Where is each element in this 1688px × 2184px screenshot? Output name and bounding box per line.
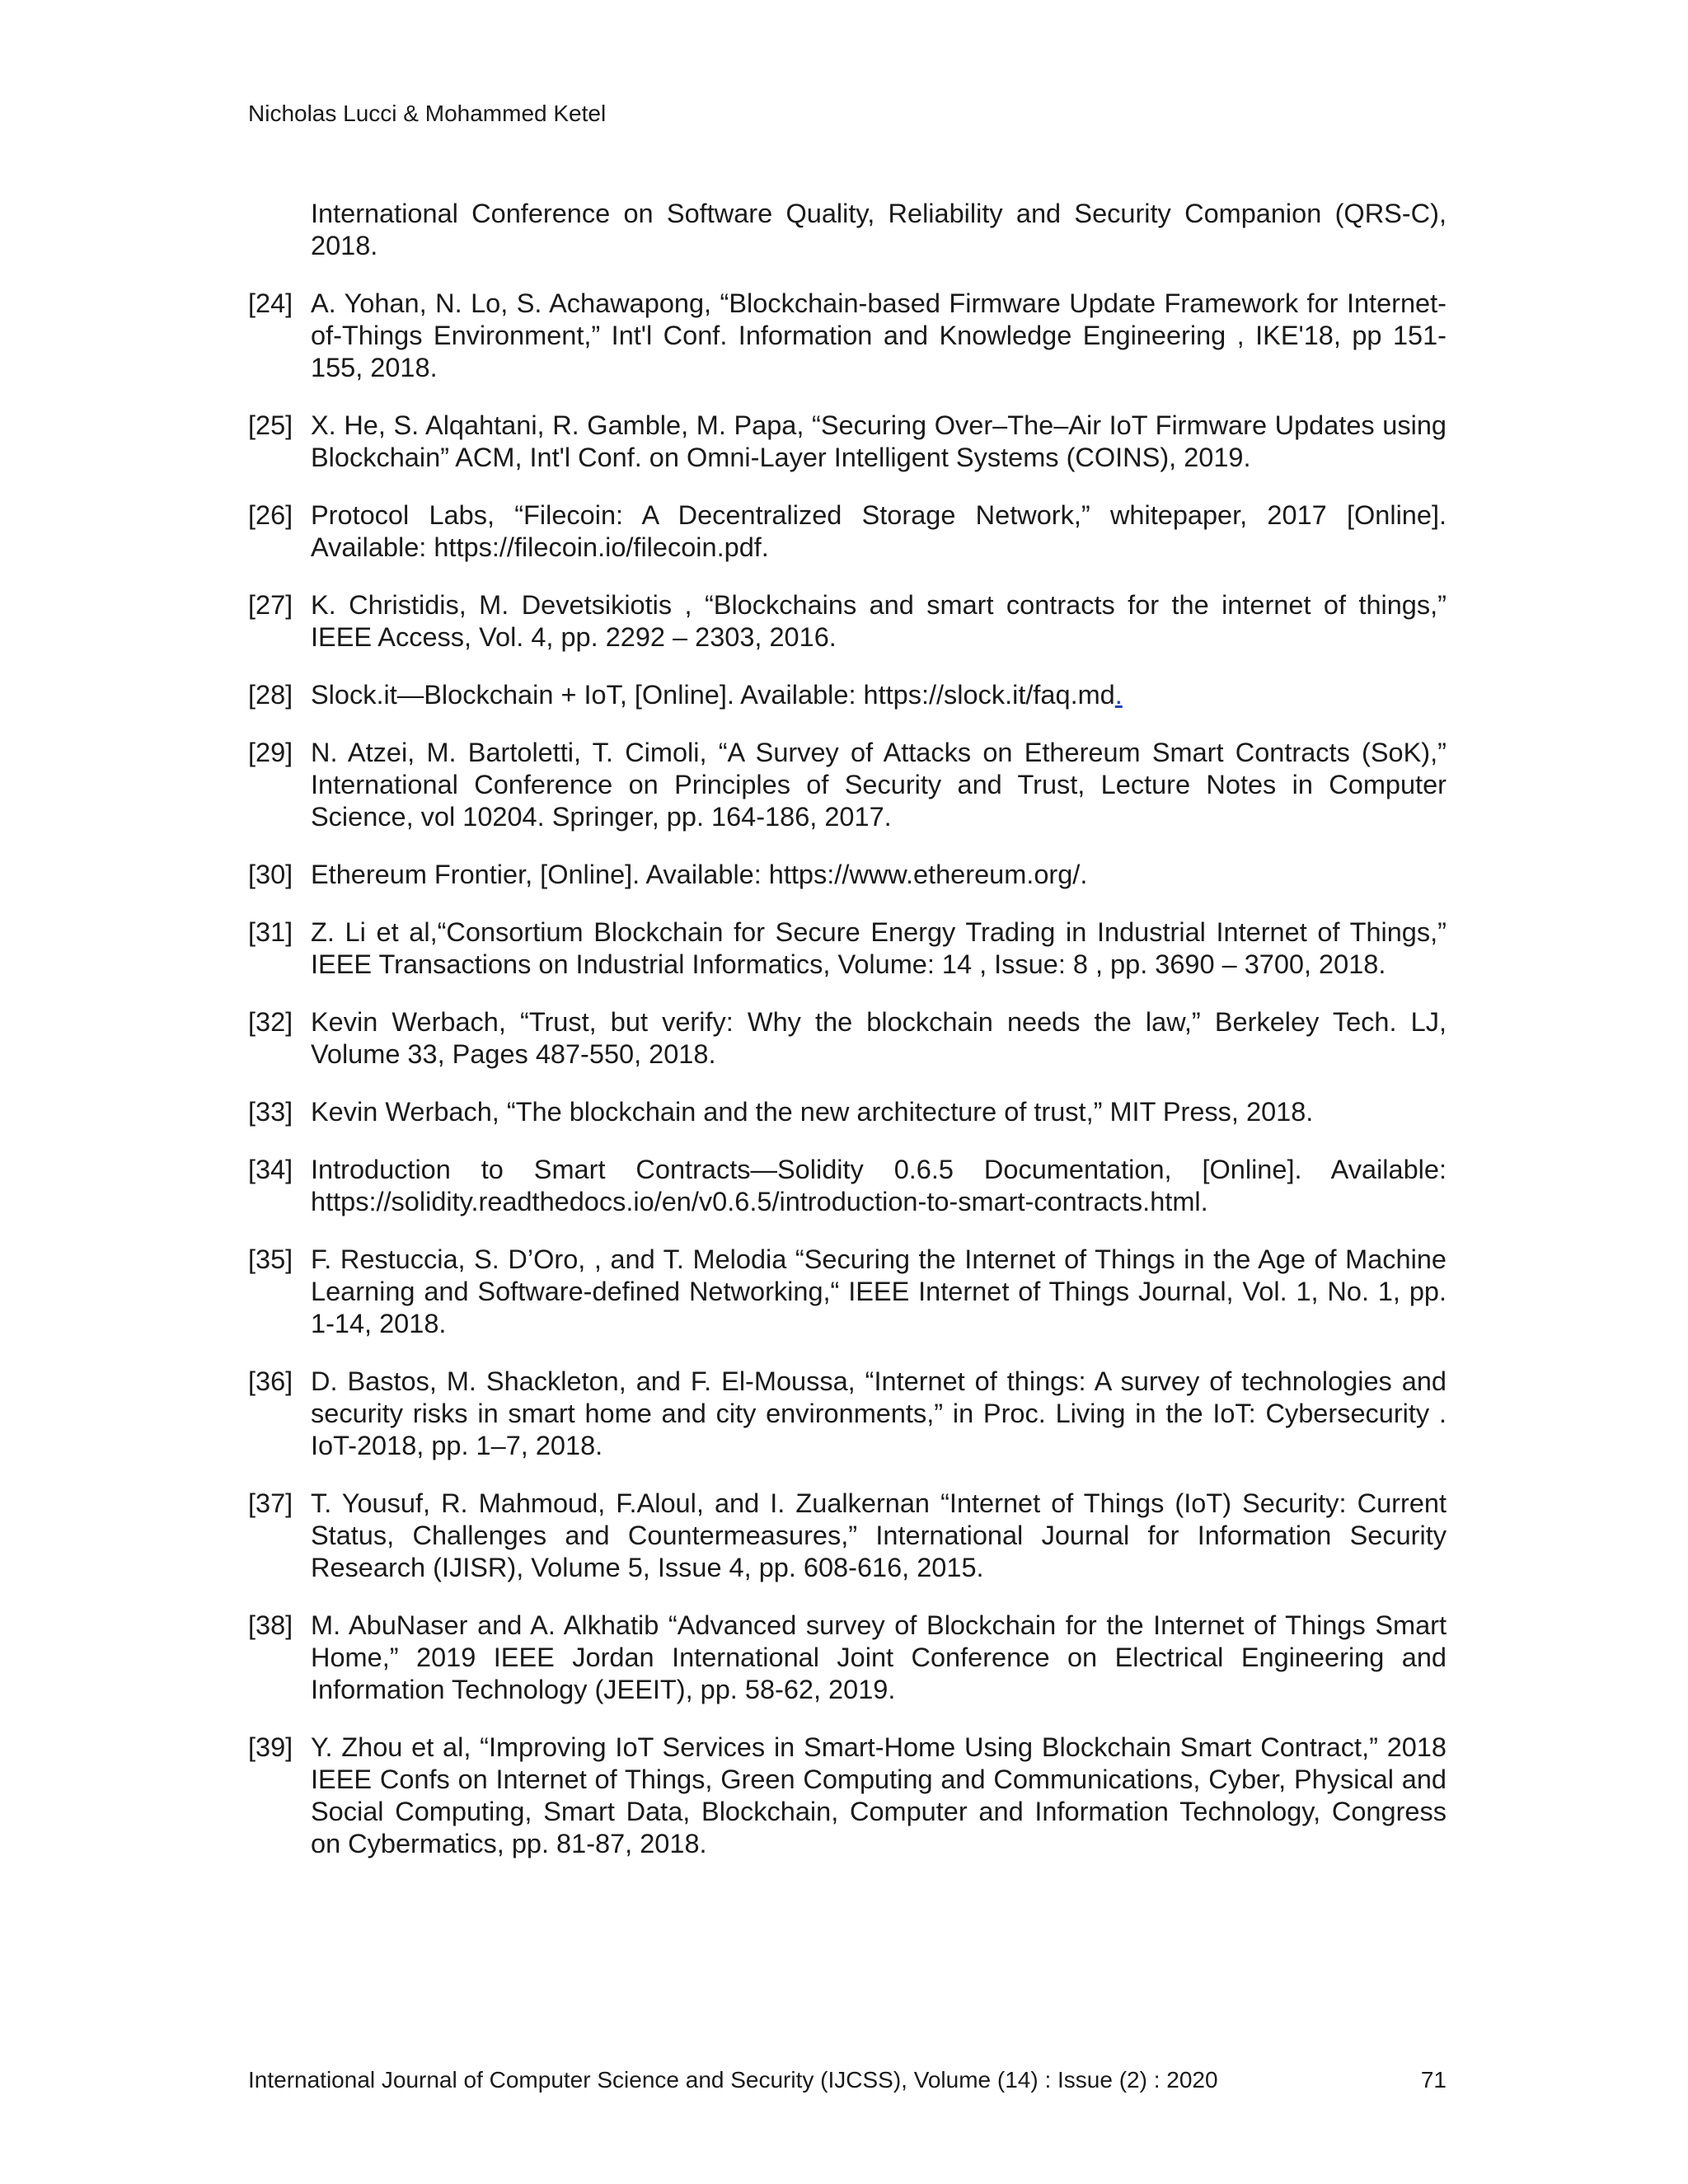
reference-item — [248, 1610, 1447, 1706]
reference-text: Z. Li et al,“Consortium Blockchain for Secure Energy Trading in Industrial Internet of Things,” IEEE Transactions on Industrial Informatics, Volume: 14 , Issue: 8 , pp. 3690 – 3700, 2018. — [311, 917, 1447, 979]
reference-number: [27] — [248, 590, 293, 620]
reference-number: [37] — [248, 1488, 293, 1518]
reference-continuation: International Conference on Software Quality, Reliability and Security Companion (QRS-C), 2018. — [311, 199, 1447, 260]
reference-text: D. Bastos, M. Shackleton, and F. El-Moussa, “Internet of things: A survey of technologies and security risks in smart home and city environments,” in Proc. Living in the IoT: Cybersecurity . IoT-2018, pp. 1–7, 2018. — [311, 1366, 1447, 1460]
reference-text: Y. Zhou et al, “Improving IoT Services in Smart-Home Using Blockchain Smart Contract,” 2018 IEEE Confs on Internet of Things, Green Computing and Communications, Cyber, Physical and Social Computing, Smart Data, Blockchain, Computer and Information Technology, Congress on Cybermatics, pp. 81-87, 2018. — [311, 1732, 1447, 1858]
reference-number: [31] — [248, 917, 293, 947]
reference-text: X. He, S. Alqahtani, R. Gamble, M. Papa, “Securing Over–The–Air IoT Firmware Updates using Blockchain” ACM, Int'l Conf. on Omni-Layer Intelligent Systems (COINS), 2019. — [311, 410, 1447, 472]
reference-text: N. Atzei, M. Bartoletti, T. Cimoli, “A Survey of Attacks on Ethereum Smart Contracts (SoK),” International Conference on Principles of Security and Trust, Lecture Notes in Computer Science, vol 10204. Springer, pp. 164-186, 2017. — [311, 738, 1447, 832]
reference-item — [248, 288, 1447, 384]
reference-text: A. Yohan, N. Lo, S. Achawapong, “Blockchain-based Firmware Update Framework for Internet-of-Things Environment,” Int'l Conf. Information and Knowledge Engineering , IKE'18, pp 151-155, 2018. — [311, 288, 1447, 382]
running-footer — [248, 2065, 1447, 2095]
reference-item — [248, 737, 1447, 833]
reference-number: [33] — [248, 1097, 293, 1127]
reference-text: Kevin Werbach, “Trust, but verify: Why the blockchain needs the law,” Berkeley Tech. LJ, Volume 33, Pages 487-550, 2018. — [311, 1007, 1447, 1069]
reference-item — [248, 1154, 1447, 1218]
reference-text: Slock.it—Blockchain + IoT, [Online]. Available: https://slock.it/faq.md — [311, 680, 1115, 710]
reference-item — [248, 1488, 1447, 1584]
reference-item — [248, 1096, 1447, 1128]
reference-item — [248, 679, 1447, 711]
reference-number: [29] — [248, 738, 293, 767]
reference-item — [248, 859, 1447, 891]
reference-number: [36] — [248, 1366, 293, 1396]
reference-text: Kevin Werbach, “The blockchain and the new architecture of trust,” MIT Press, 2018. — [311, 1097, 1314, 1127]
reference-item — [248, 1244, 1447, 1340]
reference-number: [39] — [248, 1732, 293, 1762]
reference-number: [26] — [248, 500, 293, 530]
reference-number: [32] — [248, 1007, 293, 1037]
reference-number: [25] — [248, 410, 293, 440]
reference-item — [248, 1732, 1447, 1860]
reference-text: Introduction to Smart Contracts—Solidity 0.6.5 Documentation, [Online]. Available: https://solidity.readthedocs.io/en/v0.6.5/introduction-to-smart-contracts.html. — [311, 1155, 1447, 1216]
running-header: Nicholas Lucci & Mohammed Ketel — [248, 101, 607, 126]
reference-item — [248, 916, 1447, 981]
reference-text: Protocol Labs, “Filecoin: A Decentralized Storage Network,” whitepaper, 2017 [Online]. Available: https://filecoin.io/filecoin.pdf. — [311, 500, 1447, 562]
reference-item — [248, 499, 1447, 564]
reference-text: F. Restuccia, S. D’Oro, , and T. Melodia “Securing the Internet of Things in the Age of Machine Learning and Software-defined Networking,“ IEEE Internet of Things Journal, Vol. 1, No. 1, pp. 1-14, 2018. — [311, 1244, 1447, 1338]
reference-number: [24] — [248, 288, 293, 318]
reference-item — [248, 589, 1447, 654]
reference-text-wrapper — [311, 679, 1447, 711]
reference-text: M. AbuNaser and A. Alkhatib “Advanced survey of Blockchain for the Internet of Things Smart Home,” 2019 IEEE Jordan International Joint Conference on Electrical Engineering and Information Technology (JEEIT), pp. 58-62, 2019. — [311, 1610, 1447, 1704]
journal-citation: International Journal of Computer Science and Security (IJCSS), Volume (14) : Issue (2) : 2020 — [248, 2067, 1218, 2093]
reference-link-period[interactable]: . — [1114, 680, 1123, 710]
reference-text: T. Yousuf, R. Mahmoud, F.Aloul, and I. Zualkernan “Internet of Things (IoT) Security: Current Status, Challenges and Countermeasures,” International Journal for Information Security Research (IJISR), Volume 5, Issue 4, pp. 608-616, 2015. — [311, 1488, 1447, 1582]
reference-text: K. Christidis, M. Devetsikiotis , “Blockchains and smart contracts for the internet of things,” IEEE Access, Vol. 4, pp. 2292 – 2303, 2016. — [311, 590, 1447, 652]
reference-item — [248, 1006, 1447, 1071]
reference-text: Ethereum Frontier, [Online]. Available: https://www.ethereum.org/. — [311, 860, 1088, 889]
reference-list — [248, 198, 1447, 1886]
reference-item — [248, 1366, 1447, 1462]
page-number: 71 — [1420, 2067, 1447, 2093]
reference-number: [30] — [248, 860, 293, 889]
reference-item — [248, 410, 1447, 474]
reference-number: [35] — [248, 1244, 293, 1274]
reference-number: [34] — [248, 1155, 293, 1184]
reference-number: [38] — [248, 1610, 293, 1640]
reference-number: [28] — [248, 680, 293, 710]
